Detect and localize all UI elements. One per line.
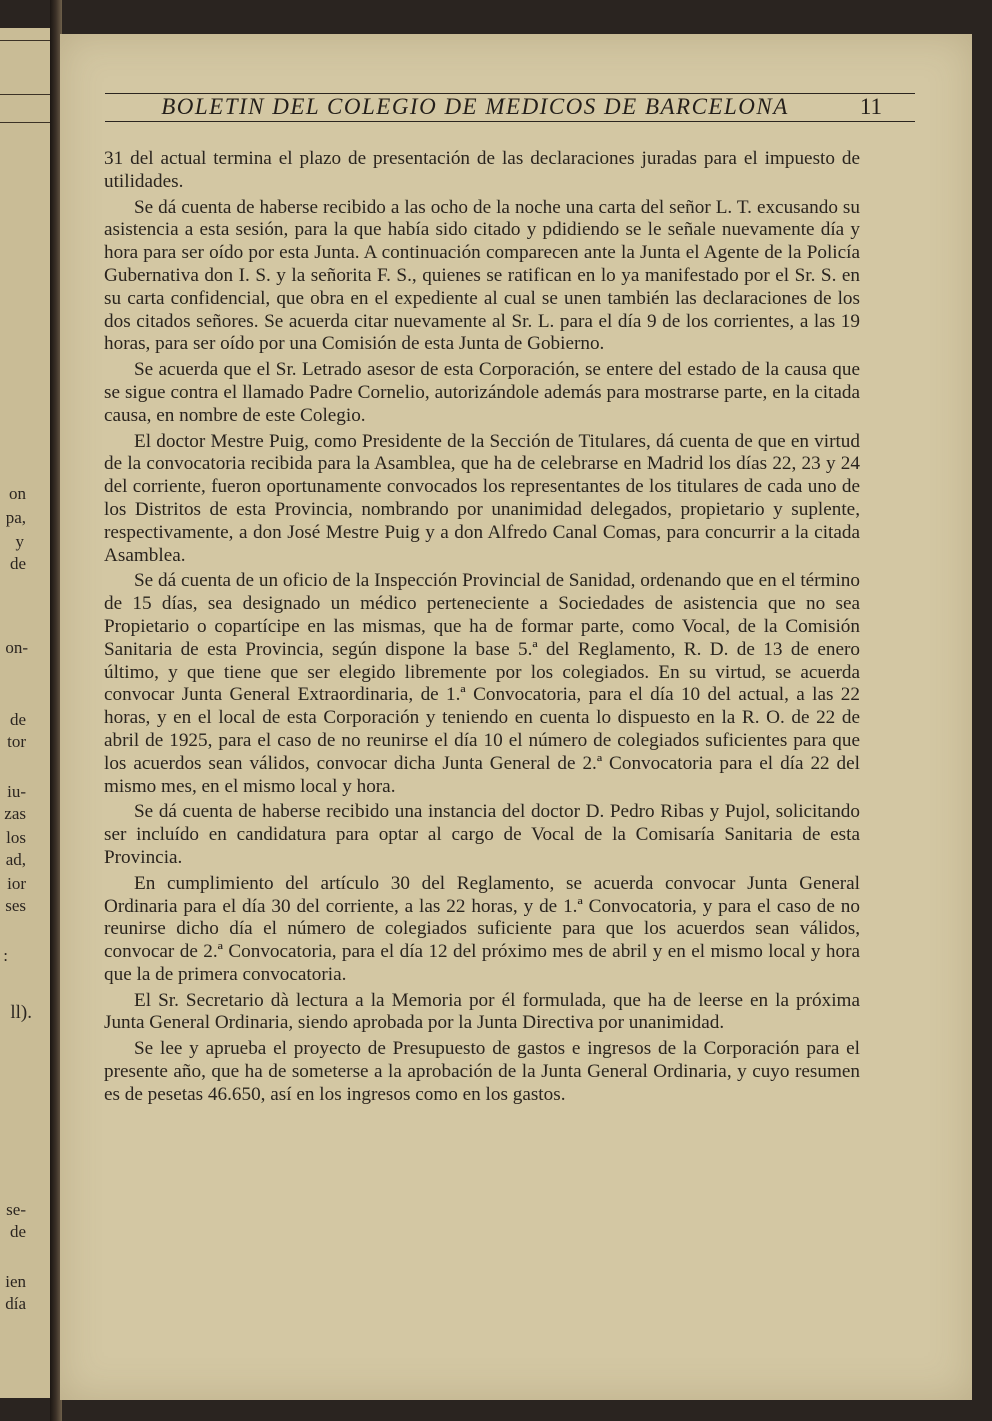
paragraph: Se dá cuenta de haberse recibido una instancia del doctor D. Pedro Ribas y Pujol, solicitando ser incluído en candidatura para optar al cargo de Vocal de la Comisaría Sanitaria de esta Provincia.: [104, 801, 860, 868]
paragraph: El doctor Mestre Puig, como Presidente de la Sección de Titulares, dá cuenta de que en virtud de la convocatoria recibida para la Asamblea, que ha de celebrarse en Madrid los días 22, 23 y 24 del corriente, fueron oportunamente convocados los representantes de los titulares de cada uno de los Distritos de esta Provincia, nombrando por unanimidad delegados, propietario y suplente, respectivamente, a don José Mestre Puig y a don Alfredo Canal Comas, para concurrir a la citada Asamblea.: [104, 430, 860, 566]
paragraph: 31 del actual termina el plazo de presentación de las declaraciones juradas para el impuesto de utilidades.: [104, 148, 860, 192]
margin-fragment: se-: [6, 1200, 26, 1219]
margin-fragment: on-: [5, 638, 28, 657]
margin-fragment: :: [3, 946, 8, 965]
left-page-edge: [0, 28, 54, 1398]
page: [60, 34, 972, 1400]
body-text: [104, 148, 860, 1110]
margin-fragment: y: [15, 532, 24, 551]
page-number: 11: [859, 94, 882, 119]
left-page-rule: [0, 40, 50, 41]
margin-fragment: día: [5, 1294, 26, 1313]
paragraph: Se lee y aprueba el proyecto de Presupuesto de gastos e ingresos de la Corporación para el presente año, que ha de someterse a la aprobación de la Junta General Ordinaria, y cuyo resumen es de pesetas 46.650, así en los ingresos como en los gastos.: [104, 1038, 860, 1105]
margin-fragment: ses: [5, 896, 26, 915]
margin-fragment: ad,: [5, 850, 26, 869]
margin-fragment: ll).: [10, 1002, 32, 1023]
paragraph: Se dá cuenta de haberse recibido a las ocho de la noche una carta del señor L. T. excusando su asistencia a esta sesión, para la que había sido citado y pdidiendo se le señale nuevamente día y hora para ser oído por esta Junta. A continuación comparecen ante la Junta el Agente de la Policía Gubernativa don I. S. y la señorita F. S., quienes se ratifican en lo ya manifestado por el Sr. S. en su carta confidencial, que obra en el expediente al cual se unen también las declaraciones de los dos citados señores. Se acuerda citar nuevamente al Sr. L. para el día 9 de los corrientes, a las 19 horas, para ser oído por una Comisión de esta Junta de Gobierno.: [104, 196, 860, 355]
margin-fragment: ior: [7, 874, 26, 893]
margin-fragment: tor: [7, 732, 26, 751]
margin-fragment: los: [6, 828, 26, 847]
left-page-rule: [0, 94, 50, 95]
paragraph: En cumplimiento del artículo 30 del Reglamento, se acuerda convocar Junta General Ordinaria para el día 30 del corriente, a las 22 horas, y de 1.ª Convocatoria, y para el caso de no reunirse dicho día el número de colegiados suficiente para que los acuerdos sean válidos, convocar de 2.ª Convocatoria, para el día 12 del próximo mes de abril y en el mismo local y hora que la de primera convocatoria.: [104, 872, 860, 985]
header-rule-bottom: [105, 121, 915, 122]
left-page-rule: [0, 122, 50, 123]
margin-fragment: pa,: [5, 508, 26, 527]
paragraph: Se dá cuenta de un oficio de la Inspección Provincial de Sanidad, ordenando que en el término de 15 días, sea designado un médico perteneciente a Sociedades de asistencia que no sea Propietario o copartícipe en las mismas, que ha de formar parte, como Vocal, de la Comisión Sanitaria de esta Provincia, según dispone la base 5.ª del Reglamento, R. D. de 13 de enero último, y que tiene que ser elegido libremente por los colegiados. En su virtud, se acuerda convocar Junta General Extraordinaria, de 1.ª Convocatoria, para el día 10 del actual, a las 22 horas, y en el local de esta Corporación y teniendo en cuenta lo dispuesto en la R. O. de 22 de abril de 1925, para el caso de no reunirse el día 10 el número de colegiados suficientes para que los acuerdos sean válidos, convocar dicha Junta General de 2.ª Convocatoria para el día 22 del mismo mes, en el mismo local y hora.: [104, 570, 860, 797]
margin-fragment: de: [9, 710, 26, 729]
margin-fragment: de: [9, 554, 26, 573]
margin-fragment: ien: [5, 1272, 26, 1291]
margin-fragment: iu-: [7, 782, 26, 801]
margin-fragment: de: [9, 1222, 26, 1241]
margin-fragment: zas: [4, 804, 26, 823]
running-header-title: BOLETIN DEL COLEGIO DE MEDICOS DE BARCELONA: [161, 94, 789, 119]
paragraph: El Sr. Secretario dà lectura a la Memoria por él formulada, que ha de leerse en la próxima Junta General Ordinaria, siendo aprobada por la Junta Directiva por unanimidad.: [104, 989, 860, 1034]
paragraph: Se acuerda que el Sr. Letrado asesor de esta Corporación, se entere del estado de la causa que se sigue contra el llamado Padre Cornelio, autorizándole además para mostrarse parte, en la citada causa, en nombre de este Colegio.: [104, 359, 860, 426]
margin-fragment: on: [9, 484, 26, 503]
